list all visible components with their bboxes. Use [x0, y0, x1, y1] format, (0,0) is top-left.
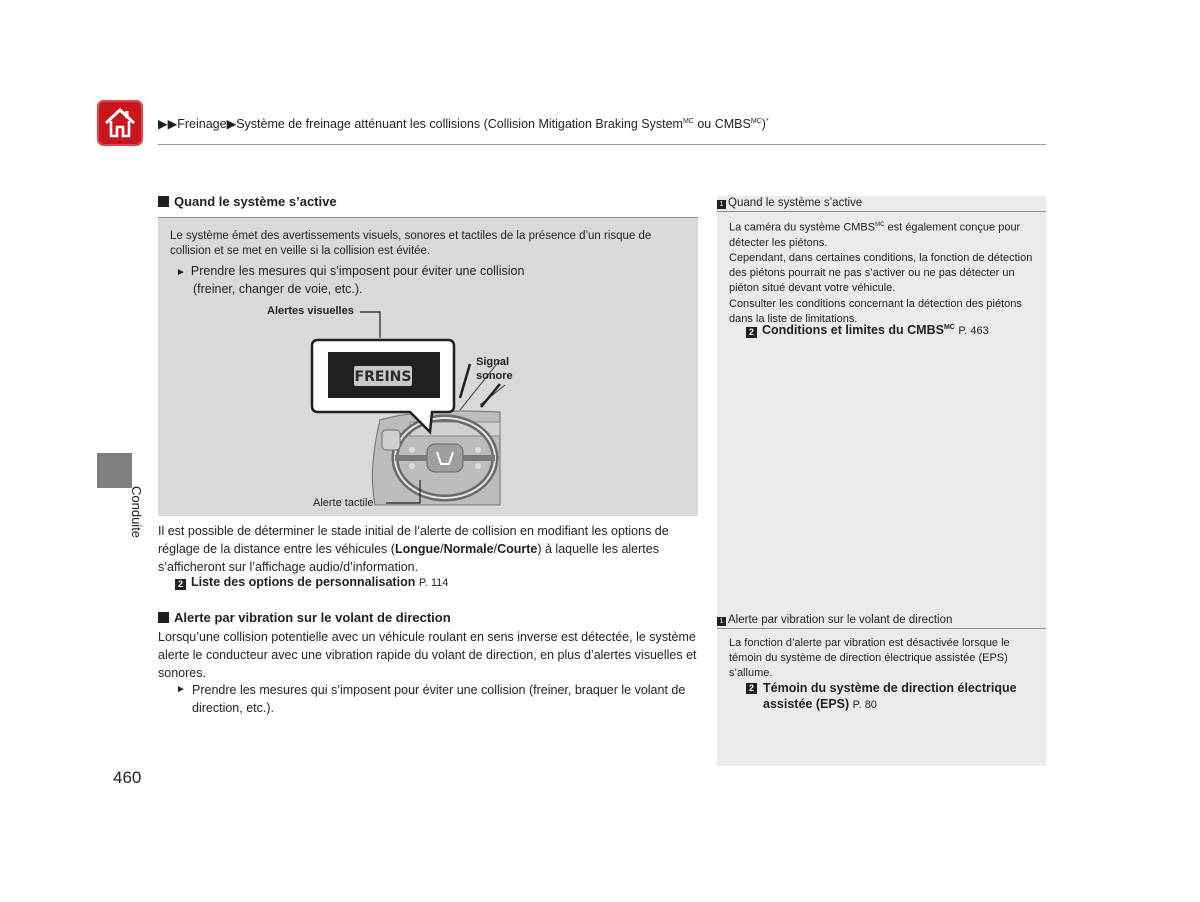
section-heading-vibration: Alerte par vibration sur le volant de direction	[158, 610, 451, 625]
label-sound-signal: Signal sonore	[476, 356, 513, 382]
note-heading-vibration: 1 Alerte par vibration sur le volant de direction	[717, 614, 1046, 629]
step-arrow-icon: ►	[176, 267, 186, 278]
home-icon	[103, 106, 137, 140]
label-visual-alerts: Alertes visuelles	[267, 305, 354, 317]
page-number: 460	[113, 768, 142, 787]
paragraph-vibration: Lorsqu’une collision potentielle avec un véhicule roulant en sens inverse est détectée, le système alerte le conducteur avec une vibration rapide du volant de direction, en plus d’alertes visuelles et sonores.	[158, 630, 697, 680]
note-icon: 1	[717, 617, 726, 626]
home-button[interactable]	[97, 100, 143, 146]
section-marker-icon	[158, 196, 169, 207]
section-heading-activation: Quand le système s’active	[158, 194, 337, 209]
note-body-pedestrian: La caméra du système $CMBS^{MC}$ est également conçue pour détecter les piétons. Cependant, dans certaines conditions, la fonction de détection des piétons pourrait ne pas s’activer ou ne pas détecter un piéton situé devant votre véhicule. Consulter les conditions concernant la détection des piétons dans la liste de limitations.	[729, 221, 1033, 325]
alert-info-text: Le système émet des avertissements visuels, sonores et tactiles de la présence d’un risque de collision et se met en veille si la collision est évitée.	[170, 230, 652, 257]
reference-link-customization[interactable]: 2 Liste des options de personnalisation P. 114	[175, 575, 448, 590]
paragraph-initial-stage: Il est possible de déterminer le stade initial de l’alerte de collision en modifiant les options de réglage de la distance entre les véhicules (Longue/Normale/Courte) à laquelle les alertes s’afficheront sur l’affichage audio/d’information.	[158, 524, 669, 574]
breadcrumb-arrows-icon: ▶▶	[158, 117, 178, 131]
reference-link-eps[interactable]: 2 Témoin du système de direction électrique assistée (EPS) P. 80	[746, 680, 1046, 713]
breadcrumb-current: Système de freinage atténuant les collisions (Collision Mitigation Braking System$^{MC}$ ou $CMBS^{MC})^*$	[236, 117, 769, 131]
alert-step: ► Prendre les mesures qui s’imposent pour éviter une collision (freiner, changer de voie, etc.).	[176, 264, 525, 296]
header-divider	[158, 144, 1046, 145]
breadcrumb-link-freinage[interactable]: Freinage	[177, 117, 227, 131]
reference-icon: 2	[175, 579, 186, 590]
vibration-step: ► Prendre les mesures qui s’imposent pour éviter une collision (freiner, braquer le volant de direction, etc.).	[176, 683, 686, 715]
step-arrow-icon: ►	[176, 684, 186, 695]
dashboard-alert-illustration	[300, 300, 510, 510]
reference-link-cmbs-limits[interactable]: 2 Conditions et limites du CMBS$^{MC}$ P. 463	[746, 323, 989, 338]
reference-icon: 2	[746, 683, 757, 694]
breadcrumb-separator-icon: ▶	[226, 117, 237, 131]
section-marker-icon	[158, 612, 169, 623]
reference-icon: 2	[746, 327, 757, 338]
note-icon: 1	[717, 200, 726, 209]
freins-display-text: FREINS	[354, 369, 412, 385]
breadcrumb	[158, 116, 769, 131]
chapter-label: Conduite	[129, 486, 144, 539]
note-body-eps: La fonction d’alerte par vibration est désactivée lorsque le témoin du système de direction électrique assistée (EPS) s’allume.	[729, 637, 1010, 680]
note-heading-activation: 1 Quand le système s’active	[717, 197, 1046, 212]
label-tactile-alert: Alerte tactile	[313, 497, 374, 509]
